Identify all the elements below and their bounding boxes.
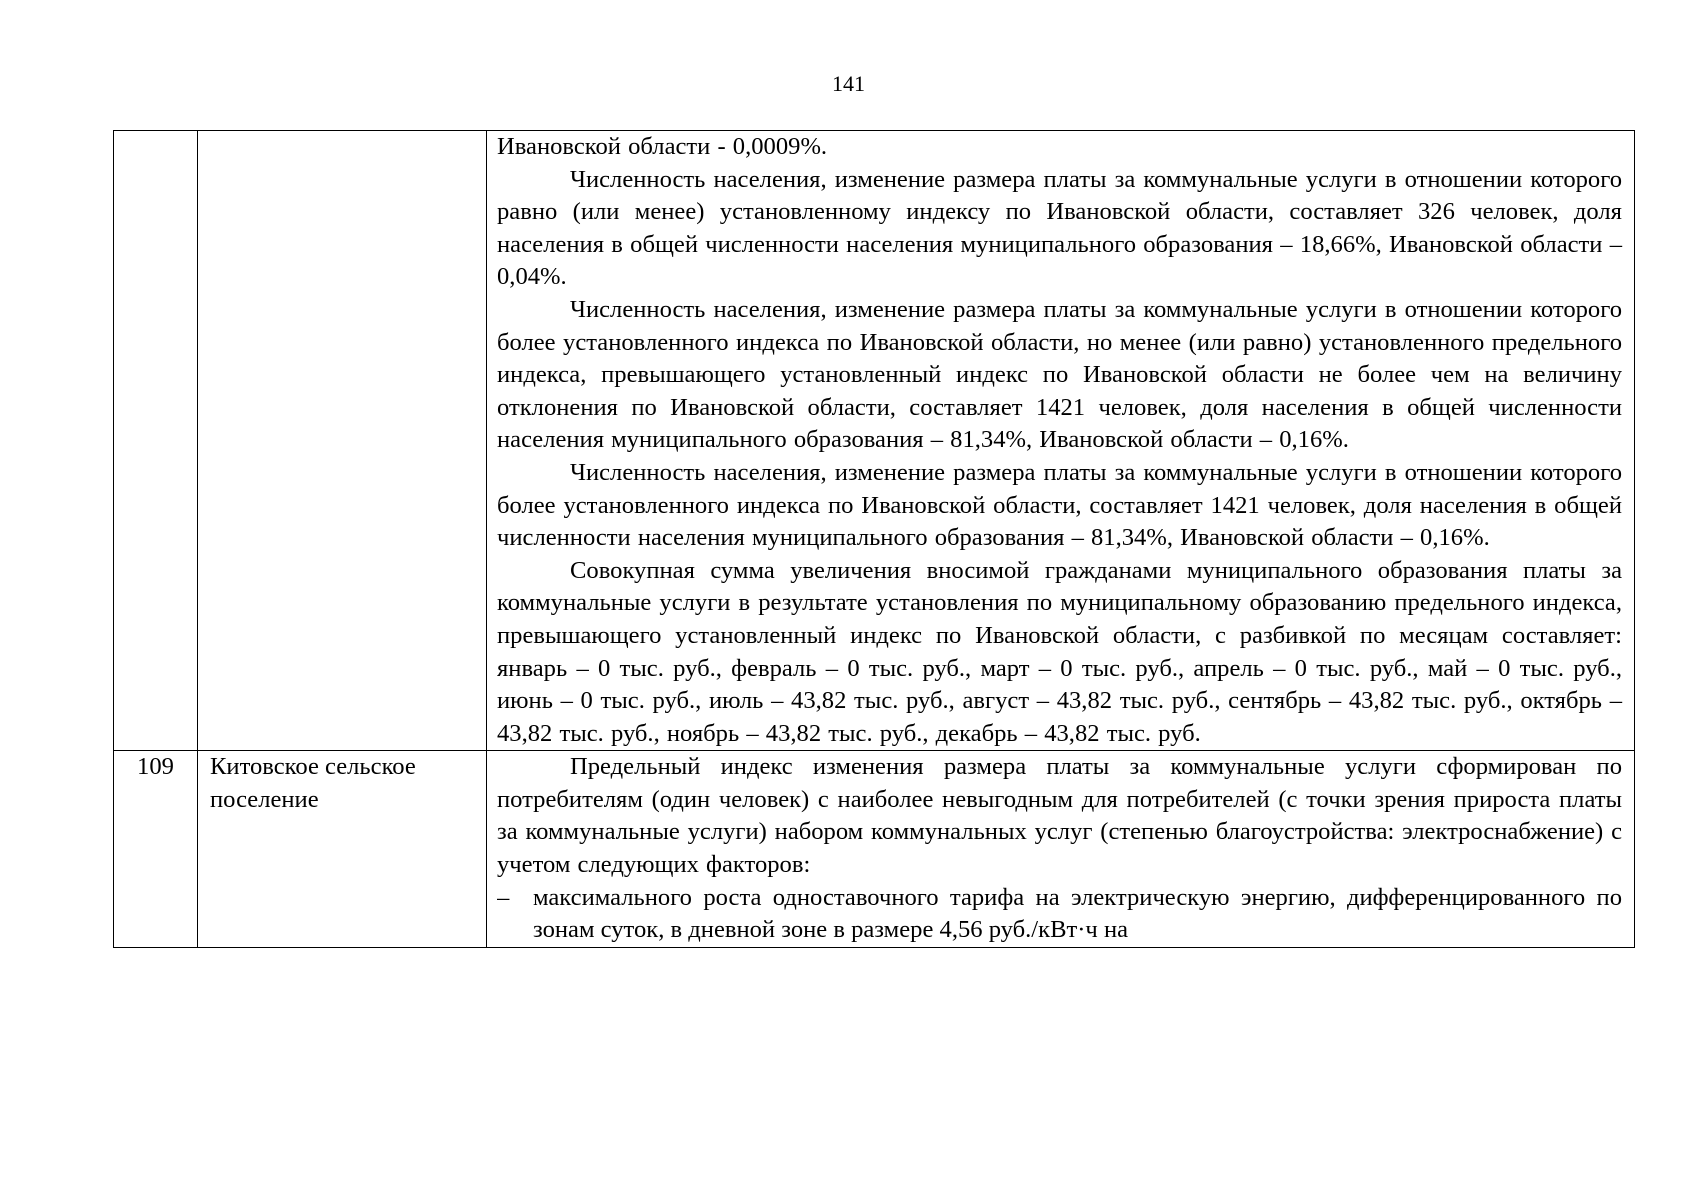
page-number: 141	[832, 71, 865, 96]
paragraph: Численность населения, изменение размера платы за коммунальные услуги в отношении которого более установленного индекса по Ивановской области, составляет 1421 человек, доля населения в общей численности населения муниципального образования – 81,34%, Ивановской области – 0,16%.	[497, 458, 1622, 552]
bullet-item	[497, 882, 1622, 947]
paragraph: Предельный индекс изменения размера платы за коммунальные услуги сформирован по потребителям (один человек) с наиболее невыгодным для потребителей (с точки зрения прироста платы за коммунальные услуги) набором коммунальных услуг (степенью благоустройства: электроснабжение) с учетом следующих факторов:	[497, 753, 1622, 879]
municipal-index-table	[113, 130, 1635, 948]
row-number-cell: 109	[114, 751, 198, 948]
description-cell	[487, 751, 1635, 948]
municipality-name-cell: Китовское сельское поселение	[198, 751, 487, 948]
table-row	[114, 751, 1635, 948]
description-cell	[487, 131, 1635, 751]
description-clip	[497, 751, 1622, 947]
paragraph: Ивановской области - 0,0009%.	[497, 133, 828, 160]
paragraph: Численность населения, изменение размера платы за коммунальные услуги в отношении которого равно (или менее) установленному индексу по Ивановской области, составляет 326 человек, доля населения в общей численности населения муниципального образования – 18,66%, Ивановской области – 0,04%.	[497, 165, 1622, 291]
municipality-name-cell	[198, 131, 487, 751]
row-number-cell	[114, 131, 198, 751]
bullet-text: максимального роста одноставочного тарифа на электрическую энергию, дифференцированного по зонам суток, в дневной зоне в размере 4,56 руб./кВт·ч на	[533, 883, 1622, 944]
paragraph: Численность населения, изменение размера платы за коммунальные услуги в отношении которого более установленного индекса по Ивановской области, но менее (или равно) установленного предельного индекса, превышающего установленный индекс по Ивановской области не более чем на величину отклонения по Ивановской области, составляет 1421 человек, доля населения в общей численности населения муниципального образования – 81,34%, Ивановской области – 0,16%.	[497, 295, 1622, 454]
table-row	[114, 131, 1635, 751]
paragraph: Совокупная сумма увеличения вносимой гражданами муниципального образования платы за коммунальные услуги в результате установления по муниципальному образованию предельного индекса, превышающего установленный индекс по Ивановской области, с разбивкой по месяцам составляет: январь – 0 тыс. руб., февраль – 0 тыс. руб., март – 0 тыс. руб., апрель – 0 тыс. руб., май – 0 тыс. руб., июнь – 0 тыс. руб., июль – 43,82 тыс. руб., август – 43,82 тыс. руб., сентябрь – 43,82 тыс. руб., октябрь – 43,82 тыс. руб., ноябрь – 43,82 тыс. руб., декабрь – 43,82 тыс. руб.	[497, 556, 1622, 747]
bullet-dash: –	[497, 883, 510, 911]
